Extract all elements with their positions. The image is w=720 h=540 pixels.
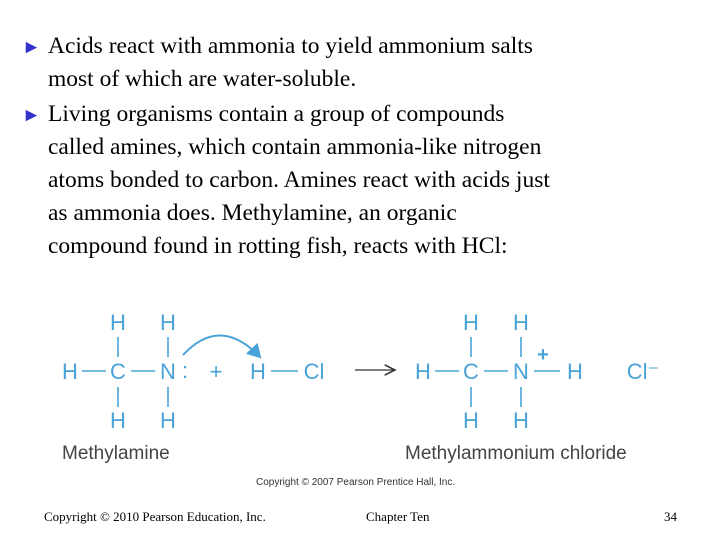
electron-arrow-icon	[183, 335, 260, 357]
atom-h: H	[463, 310, 479, 335]
bullet-item-1	[22, 30, 712, 96]
bullet-arrow-icon: ►	[22, 105, 41, 126]
footer-copyright: Copyright © 2010 Pearson Education, Inc.	[44, 509, 266, 524]
product-name: Methylammonium chloride	[405, 443, 627, 464]
atom-h: H	[567, 359, 583, 384]
bullet-line: Living organisms contain a group of compounds	[48, 101, 505, 127]
atom-c: C	[463, 359, 479, 384]
methylammonium-structure	[415, 310, 583, 433]
bullet-text	[48, 98, 550, 263]
atom-n: N	[160, 359, 176, 384]
bullet-line: atoms bonded to carbon. Amines react with acids just	[48, 167, 550, 193]
bullet-text	[48, 30, 533, 96]
atom-h: H	[160, 310, 176, 335]
bullet-line: most of which are water-soluble.	[48, 66, 357, 92]
methylamine-structure	[62, 310, 188, 433]
atom-h: H	[110, 310, 126, 335]
footer-page-number: 34	[664, 509, 677, 524]
atom-h: H	[250, 359, 266, 384]
bullet-line: called amines, which contain ammonia-like nitrogen	[48, 134, 542, 160]
atom-h: H	[110, 408, 126, 433]
atom-h: H	[513, 310, 529, 335]
atom-h: H	[513, 408, 529, 433]
atom-h: H	[160, 408, 176, 433]
bullet-line: Acids react with ammonia to yield ammonium salts	[48, 33, 533, 59]
bullet-list	[22, 30, 712, 265]
reaction-diagram	[0, 295, 720, 495]
atom-cl: Cl	[303, 359, 325, 384]
atom-h: H	[62, 359, 78, 384]
bullet-line: as ammonia does. Methylamine, an organic	[48, 200, 457, 226]
footer-chapter: Chapter Ten	[366, 509, 430, 524]
charge-plus: +	[537, 344, 549, 366]
hcl-structure	[250, 359, 324, 384]
lone-pair: :	[181, 358, 189, 383]
bullet-arrow-icon: ►	[22, 37, 41, 58]
atom-n: N	[513, 359, 529, 384]
plus-sign: +	[209, 359, 223, 384]
figure-copyright: Copyright © 2007 Pearson Prentice Hall, Inc.	[256, 477, 456, 488]
bullet-line: compound found in rotting fish, reacts with HCl:	[48, 233, 508, 259]
reactant-name: Methylamine	[62, 443, 170, 464]
atom-c: C	[110, 359, 126, 384]
bullet-item-2	[22, 98, 712, 263]
atom-h: H	[415, 359, 431, 384]
chloride-ion: Cl⁻	[626, 359, 660, 384]
atom-h: H	[463, 408, 479, 433]
